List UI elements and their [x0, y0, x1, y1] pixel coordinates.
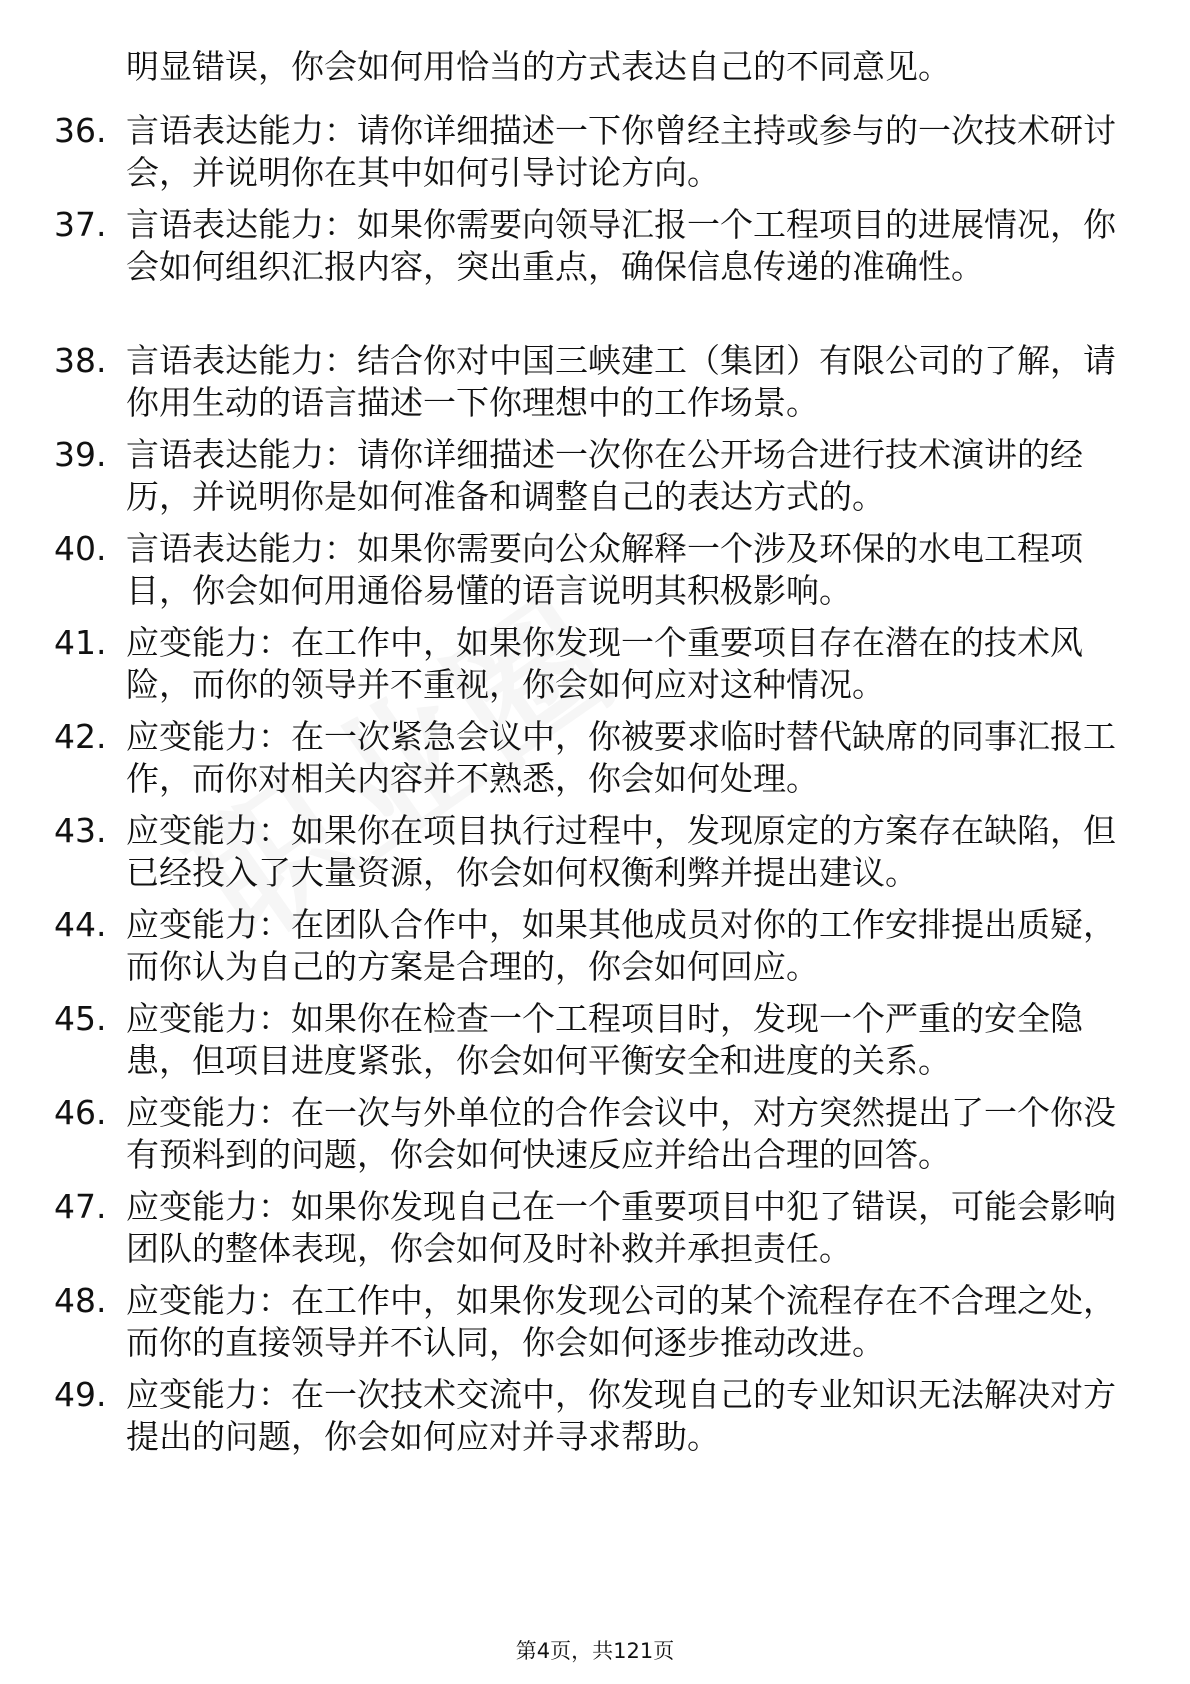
question-number: 45. — [54, 999, 107, 1038]
question-number: 36. — [54, 111, 107, 150]
question-text: 应变能力：在一次技术交流中，你发现自己的专业知识无法解决对方提出的问题，你会如何应对并寻求帮助。 — [126, 1375, 1116, 1456]
question-number: 46. — [54, 1093, 107, 1132]
page-footer: 第4页，共121页 — [515, 1639, 675, 1663]
question-number: 43. — [54, 811, 107, 850]
question-number: 37. — [54, 205, 107, 244]
question-number: 39. — [54, 435, 107, 474]
question-number: 49. — [54, 1375, 107, 1414]
question-text: 应变能力：在工作中，如果你发现一个重要项目存在潜在的技术风险，而你的领导并不重视，你会如何应对这种情况。 — [126, 623, 1083, 704]
question-number: 44. — [54, 905, 107, 944]
question-number: 47. — [54, 1187, 107, 1226]
question-text: 言语表达能力：如果你需要向公众解释一个涉及环保的水电工程项目，你会如何用通俗易懂的语言说明其积极影响。 — [126, 529, 1083, 610]
question-text: 应变能力：在一次与外单位的合作会议中，对方突然提出了一个你没有预料到的问题，你会如何快速反应并给出合理的回答。 — [126, 1093, 1116, 1174]
question-number: 42. — [54, 717, 107, 756]
question-text: 言语表达能力：结合你对中国三峡建工（集团）有限公司的了解，请你用生动的语言描述一下你理想中的工作场景。 — [126, 341, 1116, 422]
question-text: 应变能力：如果你在检查一个工程项目时，发现一个严重的安全隐患，但项目进度紧张，你会如何平衡安全和进度的关系。 — [126, 999, 1083, 1080]
question-text: 应变能力：在工作中，如果你发现公司的某个流程存在不合理之处，而你的直接领导并不认同，你会如何逐步推动改进。 — [126, 1281, 1116, 1362]
question-number: 40. — [54, 529, 107, 568]
question-text: 言语表达能力：请你详细描述一下你曾经主持或参与的一次技术研讨会，并说明你在其中如何引导讨论方向。 — [126, 111, 1116, 192]
question-text: 言语表达能力：如果你需要向领导汇报一个工程项目的进展情况，你会如何组织汇报内容，突出重点，确保信息传递的准确性。 — [126, 205, 1116, 286]
question-text: 应变能力：如果你在项目执行过程中，发现原定的方案存在缺陷，但已经投入了大量资源，你会如何权衡利弊并提出建议。 — [126, 811, 1116, 892]
question-text: 应变能力：如果你发现自己在一个重要项目中犯了错误，可能会影响团队的整体表现，你会如何及时补救并承担责任。 — [126, 1187, 1116, 1268]
question-text: 应变能力：在团队合作中，如果其他成员对你的工作安排提出质疑，而你认为自己的方案是合理的，你会如何回应。 — [126, 905, 1116, 986]
question-number: 38. — [54, 341, 107, 380]
question-text: 言语表达能力：请你详细描述一次你在公开场合进行技术演讲的经历，并说明你是如何准备和调整自己的表达方式的。 — [126, 435, 1083, 516]
question-number: 41. — [54, 623, 107, 662]
question-number: 48. — [54, 1281, 107, 1320]
question-text: 应变能力：在一次紧急会议中，你被要求临时替代缺席的同事汇报工作，而你对相关内容并不熟悉，你会如何处理。 — [126, 717, 1116, 798]
continuation-text: 明显错误，你会如何用恰当的方式表达自己的不同意见。 — [126, 47, 951, 86]
